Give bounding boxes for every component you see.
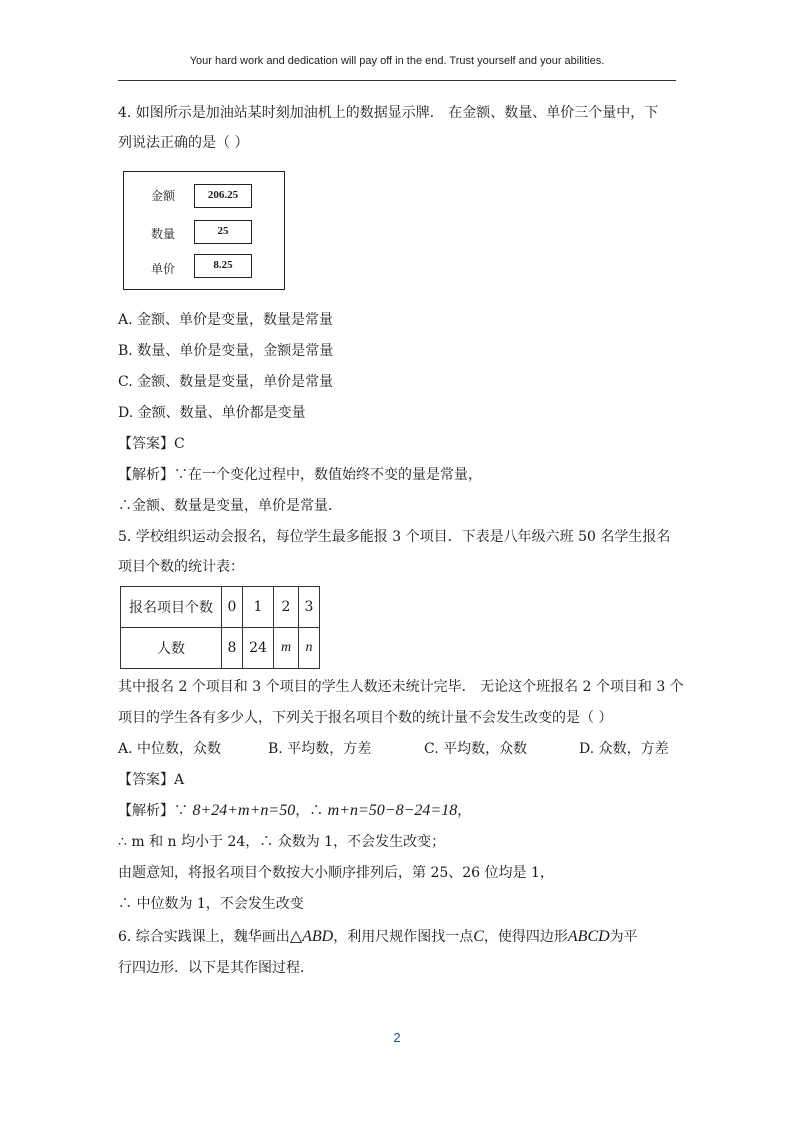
q5-answer: 【答案】A xyxy=(118,772,185,788)
q5-option-d: D. 众数，方差 xyxy=(579,741,669,757)
table-cell: 人数 xyxy=(121,628,222,669)
q4-stem-line2: 列说法正确的是（ ） xyxy=(118,135,249,151)
q4-option-a: A. 金额、单价是变量，数量是常量 xyxy=(118,312,334,328)
q5-after-line2: 项目的学生各有多少人，下列关于报名项目个数的统计量不会发生改变的是（ ） xyxy=(118,710,613,726)
q6-quadrilateral-abcd: ABCD xyxy=(567,928,610,945)
table-cell: 3 xyxy=(299,587,320,628)
q5-analysis-line2: ∴ m 和 n 均小于 24，∴ 众数为 1，不会发生改变； xyxy=(118,834,446,850)
q5-analysis-mid: ，∴ xyxy=(295,803,328,819)
q6-part1: 6. 综合实践课上，魏华画出 xyxy=(118,929,290,945)
q6-stem-line1 xyxy=(118,927,638,947)
pump-label-amount: 金额 xyxy=(151,189,176,203)
q6-part2: ，利用尺规作图找一点 xyxy=(333,929,474,945)
table-row xyxy=(121,628,320,669)
header-motto: Your hard work and dedication will pay off in the end. Trust yourself and your abilities. xyxy=(189,55,605,67)
q6-point-c: C xyxy=(473,928,484,945)
q4-option-c: C. 金额、数量是变量，单价是常量 xyxy=(118,374,334,390)
q5-analysis-line3: 由题意知，将报名项目个数按大小顺序排列后，第 25、26 位均是 1， xyxy=(118,865,554,881)
q5-option-a: A. 中位数，众数 xyxy=(118,741,222,757)
q4-analysis-line1: 【解析】∵在一个变化过程中，数值始终不变的量是常量， xyxy=(118,467,482,483)
q5-option-b: B. 平均数，方差 xyxy=(268,741,372,757)
pump-label-quantity: 数量 xyxy=(151,227,176,241)
q4-option-b: B. 数量、单价是变量，金额是常量 xyxy=(118,343,334,359)
q5-analysis-end: ， xyxy=(457,803,472,819)
pump-label-unit-price: 单价 xyxy=(151,262,176,276)
q6-stem-line2: 行四边形．以下是其作图过程． xyxy=(118,960,314,976)
header-rule xyxy=(118,80,676,81)
q5-analysis-line1 xyxy=(118,801,471,821)
fuel-pump-display xyxy=(123,171,285,290)
q5-analysis-line4: ∴ 中位数为 1，不会发生改变 xyxy=(118,896,304,912)
pump-value-amount: 206.25 xyxy=(194,184,252,208)
q6-part3: ，使得四边形 xyxy=(483,929,568,945)
q6-part4: 为平 xyxy=(609,929,638,945)
q4-analysis-line2: ∴金额、数量是变量，单价是常量． xyxy=(118,498,342,514)
q5-stem-line2: 项目个数的统计表： xyxy=(118,559,244,575)
table-cell: n xyxy=(299,628,320,669)
table-cell: 1 xyxy=(243,587,274,628)
table-row xyxy=(121,587,320,628)
pump-value-quantity: 25 xyxy=(194,220,252,244)
q5-equation-2: m+n=50−8−24=18 xyxy=(327,802,458,819)
q5-stem-line1: 5. 学校组织运动会报名，每位学生最多能报 3 个项目．下表是八年级六班 50 名学生报名 xyxy=(118,529,671,545)
table-cell: 24 xyxy=(243,628,274,669)
q5-after-line1: 其中报名 2 个项目和 3 个项目的学生人数还未统计完毕． 无论这个班报名 2 个项目和 3 个 xyxy=(118,679,684,695)
page-number: 2 xyxy=(393,1030,401,1045)
q4-stem-line1: 4. 如图所示是加油站某时刻加油机上的数据显示牌． 在金额、数量、单价三个量中，下 xyxy=(118,105,659,121)
q5-option-c: C. 平均数，众数 xyxy=(424,741,528,757)
pump-value-unit-price: 8.25 xyxy=(194,254,252,278)
q5-stat-table xyxy=(120,586,320,669)
q5-equation-1: 8+24+m+n=50 xyxy=(192,802,296,819)
q6-triangle-abd: △ABD xyxy=(289,928,334,945)
table-cell: 报名项目个数 xyxy=(121,587,222,628)
table-cell: 2 xyxy=(274,587,299,628)
table-cell: m xyxy=(274,628,299,669)
q4-option-d: D. 金额、数量、单价都是变量 xyxy=(118,405,306,421)
q5-analysis-prefix: 【解析】∵ xyxy=(118,803,193,819)
table-cell: 8 xyxy=(222,628,243,669)
q4-answer: 【答案】C xyxy=(118,436,185,452)
table-cell: 0 xyxy=(222,587,243,628)
